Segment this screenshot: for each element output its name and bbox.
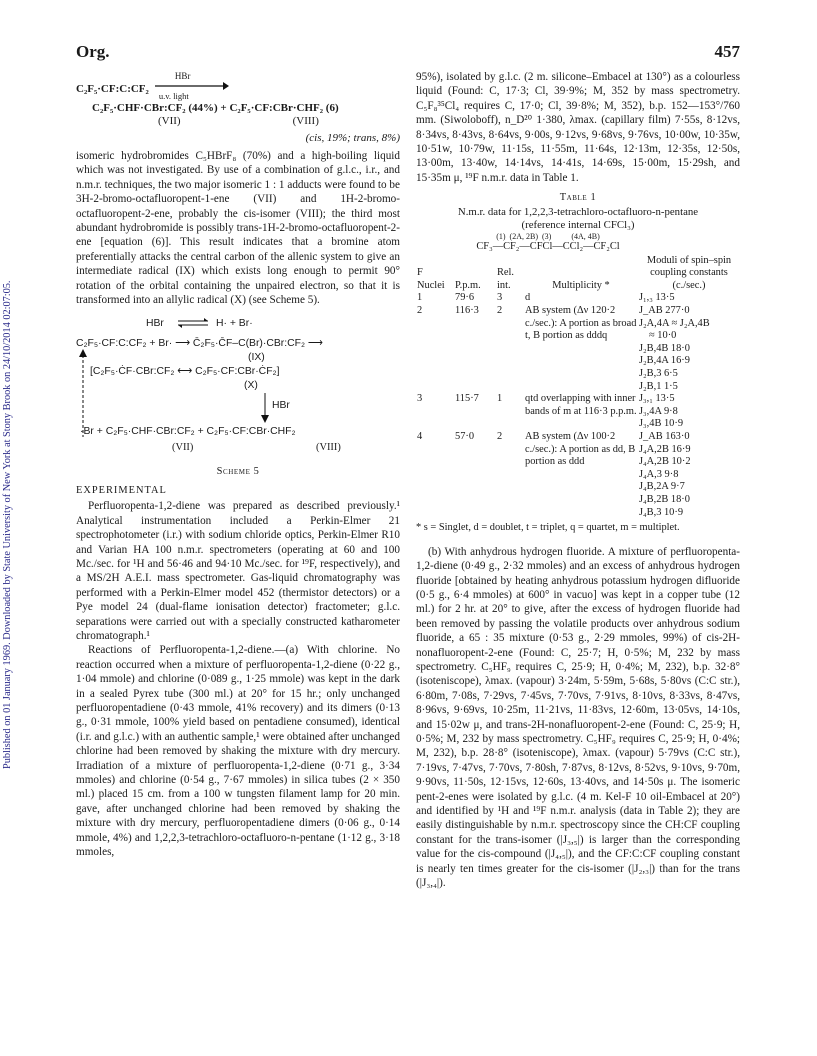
row1-ppm: 79·6 xyxy=(455,292,475,304)
reaction-arrow xyxy=(155,70,229,101)
experimental-heading: EXPERIMENTAL xyxy=(76,484,167,496)
row2-mult: AB system (Δν 120·2 c./sec.): A portion as broad t, B portion as dddq xyxy=(525,305,637,342)
table-formula: CF₃—CF₂—CFCl—CCl₂—CF₂Cl xyxy=(476,240,620,252)
paragraph-chlorine-reaction: Reactions of Perfluoropenta-1,2-diene.—(a) With chlorine. No reaction occurred when a mixture of perfluoropenta-1,2-diene (0·22 g., 1·04 mmole) and chlorine (0·089 g., 1·25 mmole) was kept in the dark in a sealed Pyrex tube (300 ml.) at 20° for 15 hr.; only unchanged perfluoropentadiene (0·43 mmole, 41% recovery) and its dimers (0·13 g., 0·31 mmole, 100% yield based on pentadiene consumed), identical (i.r. and g.l.c.) with an authentic sample,¹ were obtained after unchanged chlorine had been removed by shaking the mixture with dry mercury. Irradiation of a mixture of perfluoropenta-1,2-diene (0·71 g., 3·34 mmoles) and chlorine (0·54 g., 7·67 mmoles) in silica tubes (2 × 350 ml.) placed 15 cm. from a 100 w tungsten filament lamp for 20 min. gave, after unchanged chlorine had been removed by shaking the mixture with dry mercury, perfluoropentadiene dimers (0·06 g., 0·14 mmole, 4%) and 1,2,2,3-tetrachloro-octafluoro-n-pentane (1·12 g., 3·18 mmoles, xyxy=(76,644,400,859)
j-value: J₄B,2B 18·0 xyxy=(639,493,690,505)
reagent-bottom: u.v. light xyxy=(158,91,189,101)
scheme-label-ix: (IX) xyxy=(248,352,265,364)
row4-n: 4 xyxy=(417,430,423,442)
table-label: Table 1 xyxy=(559,192,597,204)
header-int: Rel. int. xyxy=(497,267,515,291)
header-ppm: P.p.m. xyxy=(455,279,481,291)
table-row xyxy=(416,393,740,431)
j-value: J₂B,3 6·5 xyxy=(639,368,678,379)
reaction-products: C₂F₅·CHF·CBr:CF₂ (44%) + C₂F₅·CF:CBr·CHF₂ (6) xyxy=(92,102,339,114)
paragraph-isolation: 95%), isolated by g.l.c. (2 m. silicone–Embacel at 130°) as a colourless liquid (Found: C, 17·3; Cl, 39·9%; M, 352 by mass spectrometry. C₅F₈³⁵Cl₄ requires C, 17·0; Cl, 39·8%; M, 352), b.p. 152—153°/760 mm. (Siwoloboff), n_D²⁰ 1·380, λmax. (capillary film) 7·55s, 8·12vs, 8·34vs, 8·43vs, 8·64vs, 9·00s, 9·12vs, 9·68vs, 9·76vs, 10·00w, 10·35w, 10·51w, 10·79w, 11·15s, 11·55m, 11·64s, 12·13m, 12·35s, 12·50s, 13·00m, 13·40w, 14·14vs, 14·41s, 14·69s, 15·00m, 15·29sh, and 15·35m μ, ¹⁹F n.m.r. data in Table 1. xyxy=(416,71,740,184)
j-value: J₃,₁ 13·5 xyxy=(639,393,675,405)
reaction-reactant: C₂F₅·CF:C:CF₂ xyxy=(76,83,149,95)
j-value: ≈ 10·0 xyxy=(649,330,677,342)
right-column xyxy=(416,70,740,890)
scheme-label-viii: (VIII) xyxy=(316,442,341,454)
scheme-step-3: ·Br + C₂F₅·CHF·CBr:CF₂ + C₂F₅·CF:CBr·CHF₂ xyxy=(80,426,296,438)
scheme-step-1: C₂F₅·CF:C:CF₂ + Br· ⟶ C̄₂F₅·C̄F–C(Br)·CBr:CF₂ ⟶ xyxy=(76,338,323,350)
table-title: N.m.r. data for 1,2,2,3-tetrachloro-octafluoro-n-pentane (reference internal CFCl₃) xyxy=(457,205,699,231)
arrow-down-icon xyxy=(260,393,270,423)
nmr-table xyxy=(416,255,740,519)
page-number: 457 xyxy=(714,42,740,61)
left-column xyxy=(76,70,400,859)
label-viii: (VIII) xyxy=(292,115,319,127)
scheme-hbr: HBr xyxy=(146,318,164,330)
header-moduli: Moduli of spin–spin coupling constants (c./sec.) xyxy=(646,254,732,291)
table-row xyxy=(416,292,740,305)
scheme-hbr-2: HBr xyxy=(272,400,290,412)
header-multiplicity: Multiplicity * xyxy=(552,279,610,291)
row2-ppm: 116·3 xyxy=(455,305,479,317)
scheme-radicals: H· + Br· xyxy=(216,318,253,330)
row2-n: 2 xyxy=(417,305,423,317)
row4-j xyxy=(638,431,740,519)
row4-mult: AB system (Δν 100·2 c./sec.): A portion as dd, B portion as ddd xyxy=(525,430,636,468)
scheme-step-2: [C₂F₅·ĊF·CBr:CF₂ ⟷ C₂F₅·CF:CBr·ĊF₂] xyxy=(90,366,280,378)
row3-j xyxy=(638,393,740,431)
scheme-caption: Scheme 5 xyxy=(216,466,260,478)
table-formula-labels: (1) (2A, 2B) (3) (4A, 4B) xyxy=(496,231,600,241)
j-value: J_AB 163·0 xyxy=(639,430,690,442)
j-value: J₂B,4A 16·9 xyxy=(639,355,690,367)
row1-j xyxy=(638,292,740,305)
table-row xyxy=(416,305,740,393)
paragraph-instrumentation: Perfluoropenta-1,2-diene was prepared as described previously.¹ Analytical instrumentation included a Perkin-Elmer 21 spectrophotometer (i.r.) with sodium chloride optics, Perkin-Elmer R10 and Varian HA 100 n.m.r. spectrometers (operating at 60 and 100 Mc./sec. for ¹H and 56·46 and 94·10 Mc./sec. for ¹⁹F, respectively), and a MS/2H A.E.I. mass spectrometer. Gas-liquid chromatography was performed with a Perkin-Elmer model 452 (thermistor detectors) or a Pye model 24 (dual-flame ionisation detector) fractometer; g.l.c. separations were carried out with a specially constructed katharometer chromatograph.¹ xyxy=(76,500,400,642)
row1-int: 3 xyxy=(497,292,503,304)
table-1 xyxy=(416,191,740,534)
row2-int: 2 xyxy=(497,305,503,317)
j-value: J₂B,4B 18·0 xyxy=(639,342,690,354)
j-value: J₄A,2B 10·2 xyxy=(639,456,691,468)
row3-mult: qtd overlapping with inner bands of m at 116·3 p.p.m. xyxy=(525,393,637,417)
j-value: J_AB 277·0 xyxy=(639,305,690,317)
journal-section: Org. xyxy=(76,42,110,61)
isomer-ratio: (cis, 19%; trans, 8%) xyxy=(305,132,400,144)
j-value: J₃,4B 10·9 xyxy=(639,418,684,430)
j-value: J₄B,3 10·9 xyxy=(639,506,684,518)
paragraph-hf-reaction: (b) With anhydrous hydrogen fluoride. A mixture of perfluoropenta-1,2-diene (0·49 g., 2·32 mmoles) and an excess of anhydrous hydrogen fluoride [obtained by heating anhydrous potassium hydrogen difluoride (0·5 g., 6·4 mmoles) at 600° in vacuo] was kept in a copper tube (12 ml.) for 2 hr. at 20° to give, after the excess of hydrogen fluoride had been removed by passing the volatile products over anhydrous sodium fluoride, a 65 : 35 mixture (0·53 g., 2·29 mmoles, 99%) of cis-2H-nonafluoropent-2-ene (Found: C, 25·7; H, 0·5%; M, 232 by mass spectrometry. C₅HF₉ requires C, 25·9; H, 0·4%; M, 232), b.p. 32·8° (isoteniscope), λmax. (vapour) 3·24m, 5·59m, 5·68s, 5·80vs (C:C str.), 6·80m, 7·08s, 7·29vs, 7·45vs, 7·70vs, 7·91vs, 8·10vs, 8·33vs, 8·47vs, 8·96vs, 9·69vs, 10·25m, 11·21vs, 11·83vs, 12·60m, 13·05vs, 14·10s, and 15·02w μ, and trans-2H-nonafluoropent-2-ene (Found: C, 25·9; H, 0·5%; M, 232 by mass spectrometry. C₅HF₉ requires C, 25·9; H, 0·4%; M, 232), b.p. 28·8° (isoteniscope), λmax. (vapour) 5·79vs (C:C str.), 7·19vs, 7·47vs, 7·70vs, 7·80sh, 7·87vs, 8·12vs, 8·52vs, 9·10vs, 9·70m, 9·90vs, 11·50s, 12·15vs, 12·60s, 13·40vs, and 14·50s μ. The isomeric pent-2-enes were isolated by g.l.c. (4 m. Kel-F 10 oil-Embacel at 20°) and identified by ¹H and ¹⁹F n.m.r. analysis (data in Table 2); they are easily distinguishable by n.m.r. spectroscopy since the CH:CF coupling constant for the trans-isomer (|J₃,₅|) is larger than the corresponding value for the cis-compound (|J₄,₅|), and the CF:C:CF coupling constant is nearly ten times greater for the cis-isomer (|J₂,₃|) than for the trans (|J₃,₄|). xyxy=(416,545,740,890)
scheme-label-x: (X) xyxy=(244,380,258,392)
j-value: J₄A,2B 16·9 xyxy=(639,443,691,455)
row1-mult: d xyxy=(525,292,531,304)
row4-int: 2 xyxy=(497,430,503,442)
table-header-row xyxy=(416,255,740,293)
scheme-label-vii: (VII) xyxy=(172,442,194,454)
j-value: J₃,4A 9·8 xyxy=(639,405,678,417)
header-nuclei: F Nuclei xyxy=(417,267,445,291)
j-value: J₂B,1 1·5 xyxy=(639,380,678,392)
reaction-equation xyxy=(76,70,400,145)
j-value: J₂A,4A ≈ J₂A,4B xyxy=(639,317,710,329)
row2-j xyxy=(638,305,740,393)
download-notice: Published on 01 January 1969. Downloaded by State University of New York at Stony Brook on 24/10/2014 02:07:05. xyxy=(2,280,13,770)
row1-n: 1 xyxy=(417,292,423,304)
equilibrium-icon xyxy=(176,315,210,329)
table-row xyxy=(416,431,740,519)
reagent-top: HBr xyxy=(174,71,191,81)
row3-ppm: 115·7 xyxy=(455,393,479,405)
table-footnote: * s = Singlet, d = doublet, t = triplet, q = quartet, m = multiplet. xyxy=(416,522,680,534)
label-vii: (VII) xyxy=(158,115,181,127)
j-value: J₄A,3 9·8 xyxy=(639,468,679,480)
row3-n: 3 xyxy=(417,393,423,405)
row3-int: 1 xyxy=(497,393,503,405)
paragraph-hydrobromides: isomeric hydrobromides C₅HBrF₈ (70%) and a high-boiling liquid which was not investigated. By use of a combination of g.l.c., i.r., and n.m.r. techniques, the two major isomeric 1 : 1 adducts were found to be 3H-2-bromo-octafluoropent-1-ene (VII) and 1H-2-bromo-octafluoropent-2-ene, probably the cis-isomer (VIII); the third most abundant hydrobromide is possibly trans-1H-2-bromo-octafluoropent-2-ene [equation (6)]. This result indicates that a bromine atom preferentially attacks the central carbon of the allenic system to give an intermediate radical (IX) which exists long enough to permit 90° rotation of the orbital containing the unpaired electron, so that it is transformed into an allylic radical (X) (see Scheme 5). xyxy=(76,150,400,307)
j-value: J₁,₃ 13·5 xyxy=(639,292,675,304)
scheme-5 xyxy=(76,315,400,463)
row4-ppm: 57·0 xyxy=(455,430,475,442)
j-value: J₄B,2A 9·7 xyxy=(639,481,685,493)
